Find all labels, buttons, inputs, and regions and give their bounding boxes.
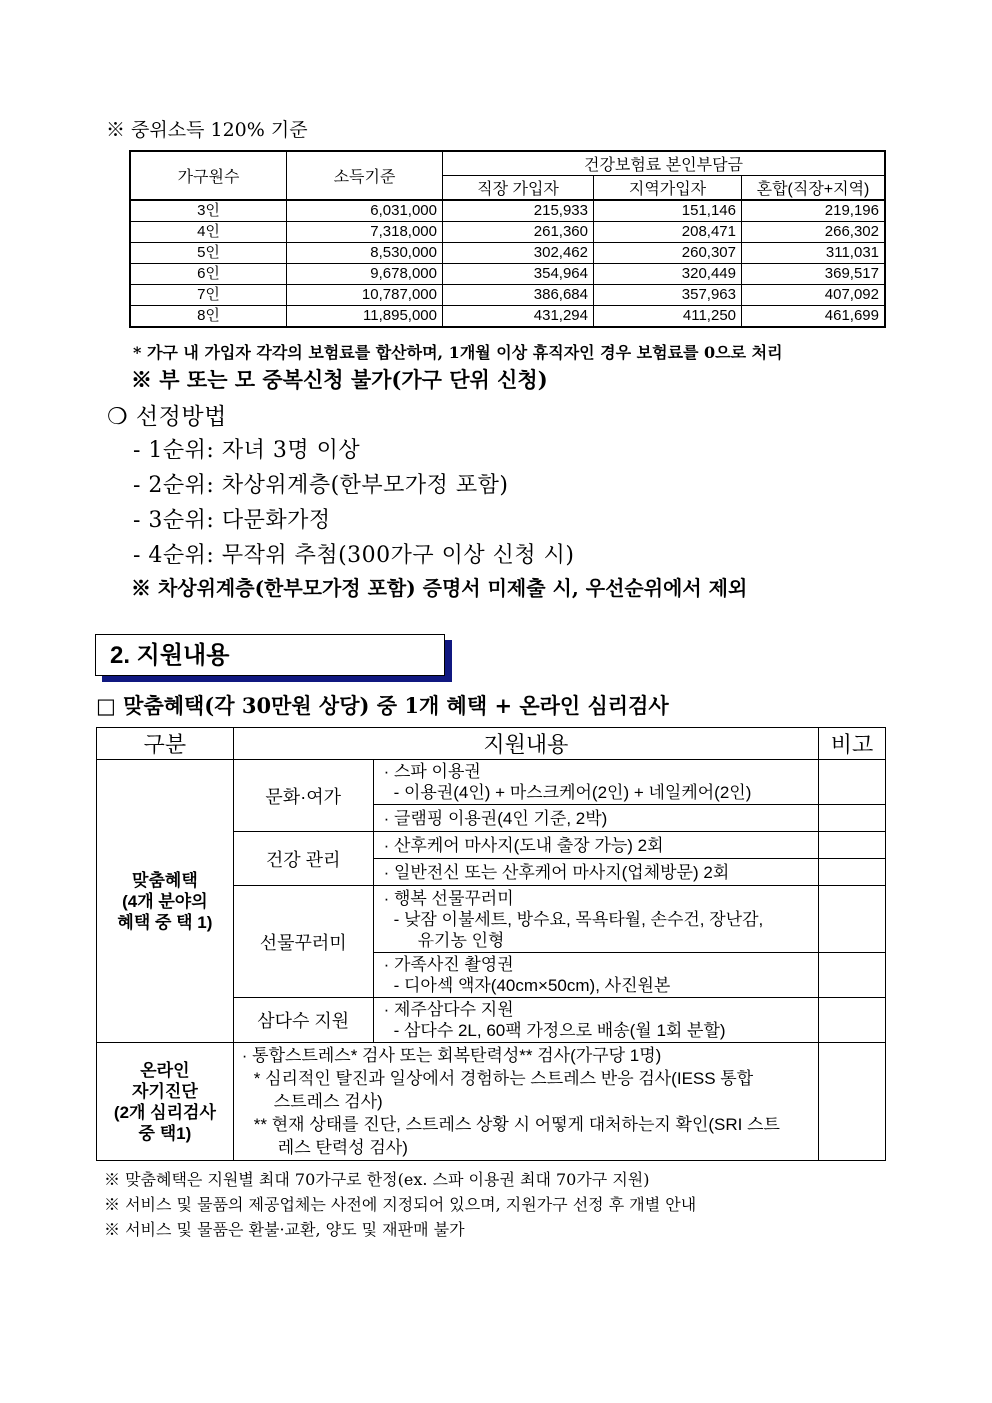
cell: 320,449: [594, 264, 742, 285]
content-cell: [233, 1043, 818, 1161]
cell: 7인: [130, 285, 287, 306]
category-line: 온라인: [140, 1060, 190, 1080]
note-duplicate: ※ 부 또는 모 중복신청 불가(가구 단위 신청): [131, 367, 548, 392]
content-line: · 산후케어 마사지(도내 출장 가능) 2회: [383, 835, 664, 855]
income-heading: ※ 중위소득 120% 기준: [106, 119, 308, 141]
table-row: [130, 285, 885, 306]
support-table: [96, 727, 886, 1161]
cell: 461,699: [742, 306, 886, 328]
section-title: 2. 지원내용: [95, 634, 445, 676]
cell: 5인: [130, 243, 287, 264]
cell: 369,517: [742, 264, 886, 285]
cell: 11,895,000: [287, 306, 443, 328]
cell: 151,146: [594, 200, 742, 222]
col-mixed: 혼합(직장+지역): [742, 176, 886, 201]
table-row: [130, 243, 885, 264]
content-line: ** 현재 상태를 진단, 스트레스 상황 시 어떻게 대처하는지 확인(SRI 스트: [253, 1115, 780, 1134]
cell: 260,307: [594, 243, 742, 264]
cell: 311,031: [742, 243, 886, 264]
cell: 8,530,000: [287, 243, 443, 264]
cell: 386,684: [443, 285, 594, 306]
cell: 266,302: [742, 222, 886, 243]
content-cell: [373, 953, 818, 998]
cell: 431,294: [443, 306, 594, 328]
sub-gift: 선물꾸러미: [233, 886, 373, 998]
cell: 7,318,000: [287, 222, 443, 243]
col-insurance-group: 건강보험료 본인부담금: [443, 151, 886, 176]
cell: 219,196: [742, 200, 886, 222]
category-custom: [97, 760, 234, 1043]
table-row: [130, 222, 885, 243]
cell: 208,471: [594, 222, 742, 243]
category-line: (2개 심리검사: [113, 1102, 216, 1122]
content-line: * 심리적인 탈진과 일상에서 경험하는 스트레스 반응 검사(IESS 통합: [253, 1069, 754, 1088]
table-row: [130, 306, 885, 328]
cell: 10,787,000: [287, 285, 443, 306]
selection-item: - 2순위: 차상위계층(한부모가정 포함): [133, 473, 509, 498]
content-line: · 제주삼다수 지원: [383, 1000, 514, 1019]
content-line: 스트레스 검사): [273, 1092, 383, 1111]
cell: 407,092: [742, 285, 886, 306]
footnote: ※ 맞춤혜택은 지원별 최대 70가구로 한정(ex. 스파 이용권 최대 70가구 지원): [104, 1170, 650, 1189]
cell: 215,933: [443, 200, 594, 222]
remarks-cell: [819, 886, 886, 953]
category-online: [97, 1043, 234, 1161]
col-income: 소득기준: [287, 151, 443, 200]
content-line: 유기농 인형: [417, 930, 505, 950]
support-summary: □ 맞춤혜택(각 30만원 상당) 중 1개 혜택 + 온라인 심리검사: [96, 693, 669, 718]
sub-samdasoo: 삼다수 지원: [233, 998, 373, 1043]
col-remarks: 비고: [819, 728, 886, 760]
content-line: - 이용권(4인) + 마스크케어(2인) + 네일케어(2인): [393, 783, 752, 802]
content-cell: [373, 998, 818, 1043]
content-cell: [373, 859, 818, 886]
cell: 6인: [130, 264, 287, 285]
cell: 9,678,000: [287, 264, 443, 285]
remarks-cell: [819, 1043, 886, 1161]
content-line: · 일반전신 또는 산후케어 마사지(업체방문) 2회: [383, 862, 730, 882]
content-cell: [373, 832, 818, 859]
content-line: · 통합스트레스* 검사 또는 회복탄력성** 검사(가구당 1명): [241, 1046, 662, 1065]
col-regional: 지역가입자: [594, 176, 742, 201]
remarks-cell: [819, 953, 886, 998]
sub-culture: 문화·여가: [233, 760, 373, 832]
cell: 261,360: [443, 222, 594, 243]
cell: 4인: [130, 222, 287, 243]
content-line: - 디아섹 액자(40cm×50cm), 사진원본: [393, 976, 671, 995]
cell: 6,031,000: [287, 200, 443, 222]
note-asterisk: * 가구 내 가입자 각각의 보험료를 합산하며, 1개월 이상 휴직자인 경우 보험료를 0으로 처리: [133, 343, 783, 362]
content-line: - 삼다수 2L, 60팩 가정으로 배송(월 1회 분할): [393, 1021, 726, 1040]
content-line: · 가족사진 촬영권: [383, 955, 514, 974]
cell: 411,250: [594, 306, 742, 328]
category-line: 중 택1): [138, 1123, 192, 1143]
income-table: [129, 150, 886, 328]
table-row: [130, 200, 885, 222]
col-household: 가구원수: [130, 151, 287, 200]
content-line: 레스 탄력성 검사): [277, 1138, 408, 1157]
cell: 302,462: [443, 243, 594, 264]
content-line: · 스파 이용권: [383, 762, 481, 781]
category-line: 혜택 중 택 1): [117, 912, 213, 932]
col-employee: 직장 가입자: [443, 176, 594, 201]
content-cell: [373, 886, 818, 953]
content-line: · 행복 선물꾸러미: [383, 888, 514, 908]
content-line: · 글램핑 이용권(4인 기준, 2박): [383, 808, 608, 828]
selection-item: - 3순위: 다문화가정: [133, 508, 331, 533]
cell: 3인: [130, 200, 287, 222]
remarks-cell: [819, 760, 886, 805]
selection-title: ❍ 선정방법: [107, 404, 227, 430]
col-content: 지원내용: [233, 728, 818, 760]
content-cell: [373, 805, 818, 832]
content-line: - 낮잠 이불세트, 방수요, 목욕타월, 손수건, 장난감,: [393, 909, 764, 929]
remarks-cell: [819, 832, 886, 859]
table-row: [130, 264, 885, 285]
col-category: 구분: [97, 728, 234, 760]
remarks-cell: [819, 859, 886, 886]
footnote: ※ 서비스 및 물품은 환불·교환, 양도 및 재판매 불가: [104, 1220, 465, 1239]
selection-item: - 4순위: 무작위 추첨(300가구 이상 신청 시): [133, 543, 575, 568]
cell: 354,964: [443, 264, 594, 285]
sub-health: 건강 관리: [233, 832, 373, 886]
selection-item: - 1순위: 자녀 3명 이상: [133, 438, 361, 463]
remarks-cell: [819, 998, 886, 1043]
footnote: ※ 서비스 및 물품의 제공업체는 사전에 지정되어 있으며, 지원가구 선정 후 개별 안내: [104, 1195, 697, 1214]
category-line: 맞춤혜택: [132, 870, 198, 890]
remarks-cell: [819, 805, 886, 832]
cell: 357,963: [594, 285, 742, 306]
content-cell: [373, 760, 818, 805]
selection-note: ※ 차상위계층(한부모가정 포함) 증명서 미제출 시, 우선순위에서 제외: [131, 576, 748, 600]
category-line: (4개 분야의: [122, 891, 208, 911]
cell: 8인: [130, 306, 287, 328]
category-line: 자기진단: [132, 1081, 198, 1101]
